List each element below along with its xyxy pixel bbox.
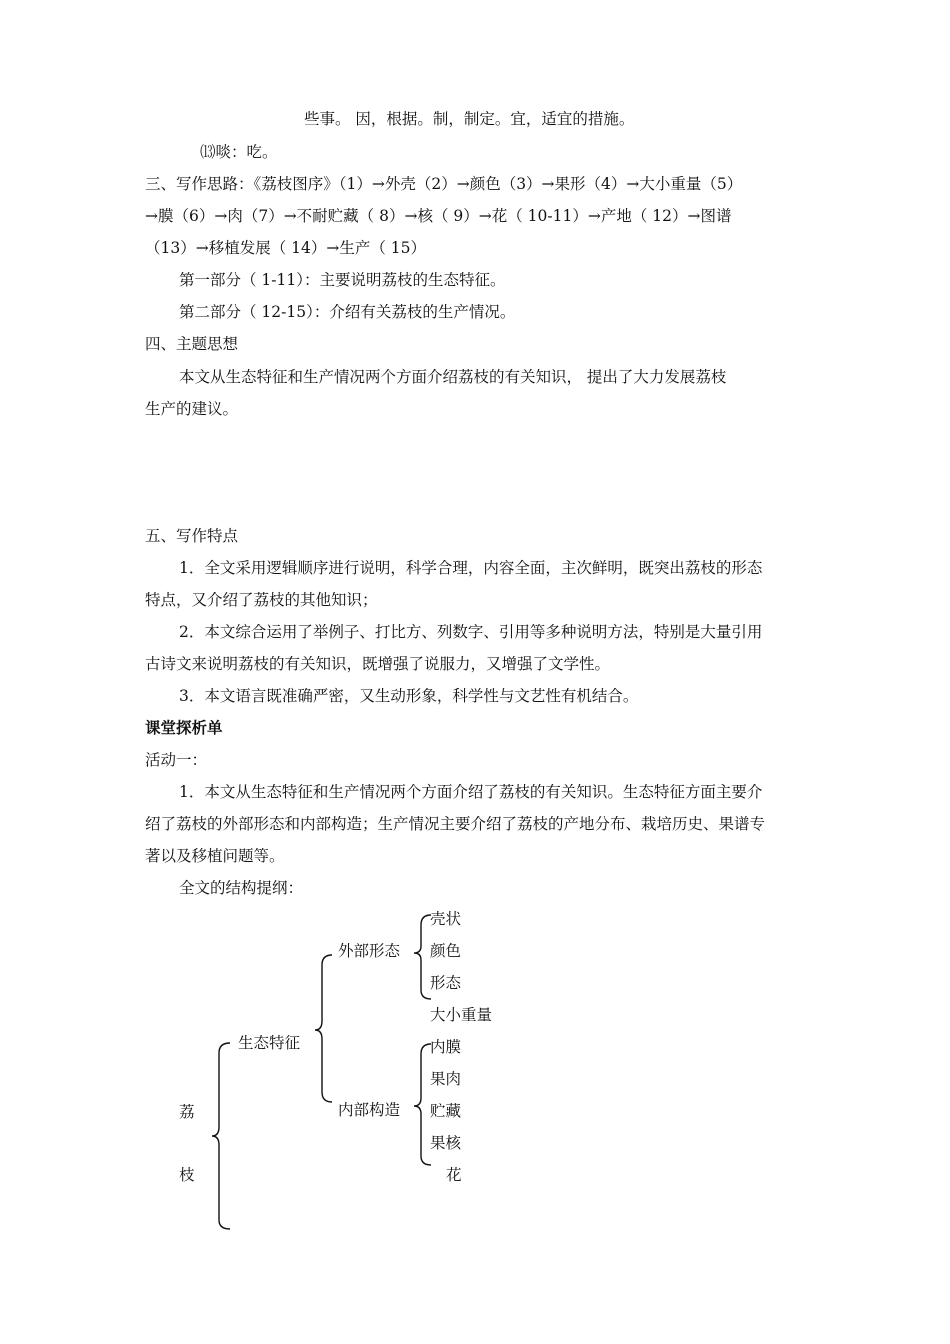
external-item: 颜色 <box>430 942 462 960</box>
text-line: 3．本文语言既准确严密，又生动形象，科学性与文艺性有机结合。 <box>179 687 639 705</box>
text-line: 生产的建议。 <box>145 400 239 418</box>
text-line: →膜（6）→肉（7）→不耐贮藏（ 8）→核（ 9）→花（ 10-11）→产地（ 12）→图谱 <box>145 207 732 225</box>
text-line: 古诗文来说明荔枝的有关知识，既增强了说服力，又增强了文学性。 <box>145 655 611 673</box>
level1-label: 生态特征 <box>238 1034 301 1052</box>
text-line: 著以及移植问题等。 <box>145 847 285 865</box>
text-line: 活动一： <box>145 751 208 769</box>
internal-item: 贮藏 <box>430 1102 462 1120</box>
internal-item: 果核 <box>430 1134 462 1152</box>
text-line: 些事。 因，根据。制，制定。宜，适宜的措施。 <box>304 110 635 128</box>
text-line: ⒀啖：吃。 <box>200 143 278 161</box>
internal-brace <box>414 1044 431 1165</box>
text-line: 特点，又介绍了荔枝的其他知识； <box>145 591 378 609</box>
section-heading: 四、主题思想 <box>145 335 239 353</box>
root-label-char2: 枝 <box>179 1166 195 1184</box>
external-item: 大小重量 <box>430 1006 493 1024</box>
root-label-char1: 荔 <box>179 1103 195 1121</box>
level2-external-label: 外部形态 <box>338 942 401 960</box>
level2-internal-label: 内部构造 <box>338 1101 401 1119</box>
internal-item: 内膜 <box>430 1038 462 1056</box>
section-heading: 五、写作特点 <box>145 527 239 545</box>
text-line: 本文从生态特征和生产情况两个方面介绍荔枝的有关知识， 提出了大力发展荔枝 <box>179 368 727 386</box>
external-item: 壳状 <box>430 910 462 928</box>
internal-item: 果肉 <box>430 1070 462 1088</box>
text-line: 第一部分（ 1-11）：主要说明荔枝的生态特征。 <box>179 271 506 289</box>
text-line: 第二部分（ 12-15）：介绍有关荔枝的生产情况。 <box>179 303 516 321</box>
external-brace <box>414 915 431 999</box>
internal-item: 花 <box>446 1166 462 1184</box>
text-line: 2．本文综合运用了举例子、打比方、列数字、引用等多种说明方法，特别是大量引用 <box>179 623 763 641</box>
text-line: 1．全文采用逻辑顺序进行说明，科学合理，内容全面，主次鲜明，既突出荔枝的形态 <box>179 559 763 577</box>
level1-brace <box>315 955 332 1102</box>
root-brace <box>212 1043 230 1229</box>
text-line: 全文的结构提纲： <box>179 879 304 897</box>
text-line: 1．本文从生态特征和生产情况两个方面介绍了荔枝的有关知识。生态特征方面主要介 <box>179 783 763 801</box>
section-heading-bold: 课堂探析单 <box>145 718 223 737</box>
section-heading: 三、写作思路：《荔枝图序》（1）→外壳（2）→颜色（3）→果形（4）→大小重量（5） <box>145 175 743 193</box>
text-line: 绍了荔枝的外部形态和内部构造；生产情况主要介绍了荔枝的产地分布、栽培历史、果谱专 <box>145 815 766 833</box>
external-item: 形态 <box>430 974 462 992</box>
text-line: （13）→移植发展（ 14）→生产（ 15） <box>145 239 426 257</box>
